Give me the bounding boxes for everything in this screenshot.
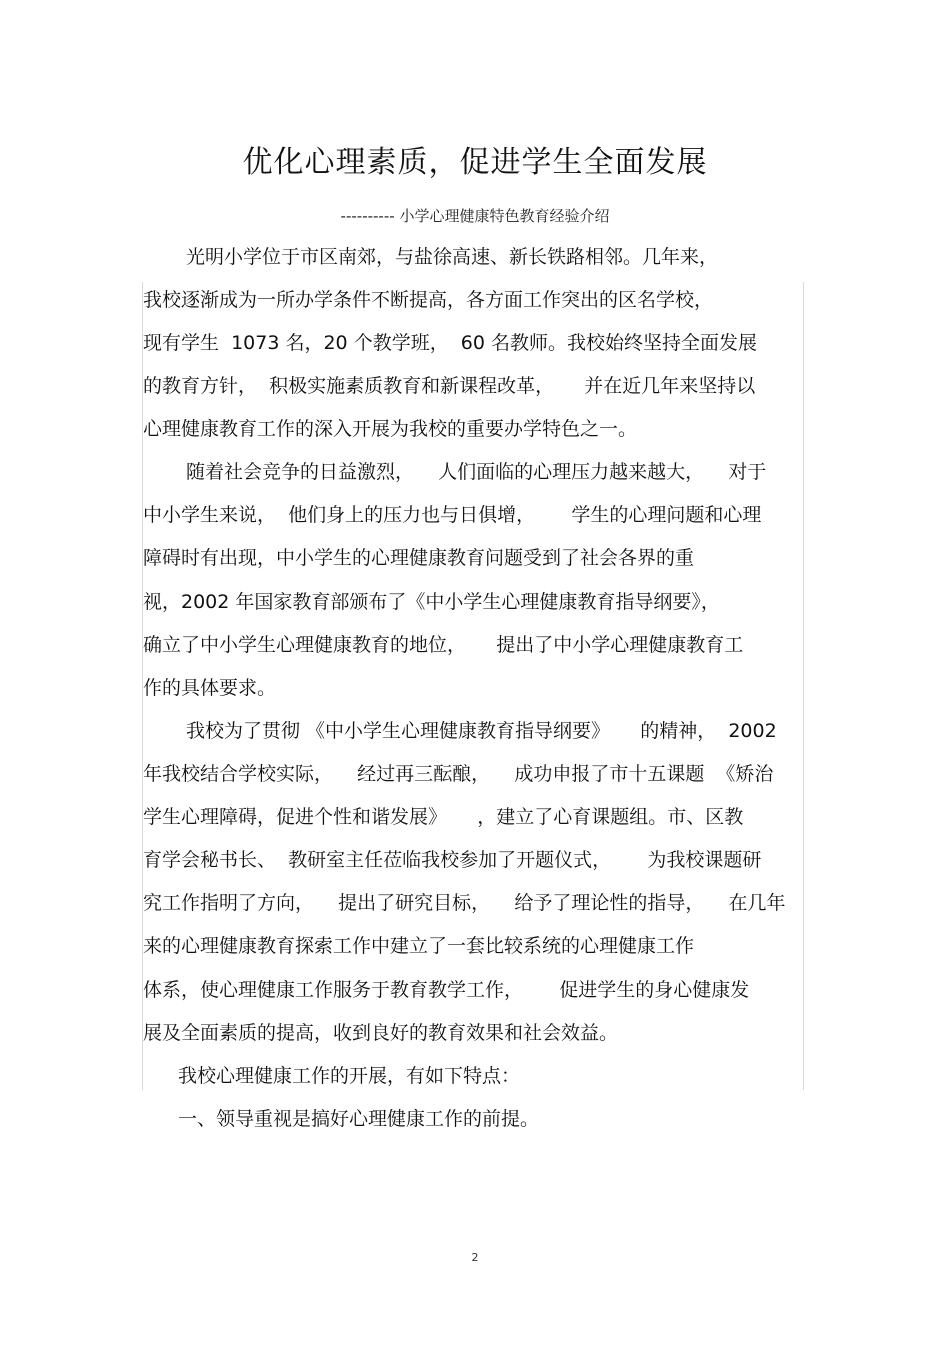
body-line: 的教育方针， 积极实施素质教育和新课程改革， 并在近几年来坚持以 [143, 375, 756, 397]
body-line: 我校逐渐成为一所办学条件不断提高，各方面工作突出的区名学校， [143, 289, 714, 311]
body-line: 展及全面素质的提高，收到良好的教育效果和社会效益。 [143, 1022, 619, 1044]
body-line: 年我校结合学校实际， 经过再三酝酿， 成功申报了市十五课题 《矫治 [143, 763, 774, 785]
body-line: 确立了中小学生心理健康教育的地位， 提出了中小学心理健康教育工 [143, 634, 744, 656]
body-line: 育学会秘书长、 教研室主任莅临我校参加了开题仪式， 为我校课题研 [143, 849, 762, 871]
body-line: 我校心理健康工作的开展，有如下特点： [178, 1065, 521, 1087]
body-line: 体系，使心理健康工作服务于教育教学工作， 促进学生的身心健康发 [143, 979, 750, 1001]
document-subtitle: ---------- 小学心理健康特色教育经验介绍 [340, 207, 610, 225]
body-line: 心理健康教育工作的深入开展为我校的重要办学特色之一。 [143, 418, 638, 440]
section-heading: 一、领导重视是搞好心理健康工作的前提。 [178, 1108, 540, 1130]
body-line: 随着社会竞争的日益激烈， 人们面临的心理压力越来越大， 对于 [186, 461, 767, 483]
body-line: 究工作指明了方向， 提出了研究目标， 给予了理论性的指导， 在几年 [143, 892, 786, 914]
page-number: 2 [471, 1251, 479, 1264]
body-line: 视，2002 年国家教育部颁布了《中小学生心理健康教育指导纲要》， [143, 591, 720, 613]
right-margin-rule [803, 282, 804, 1090]
body-line: 我校为了贯彻 《中小学生心理健康教育指导纲要》 的精神， 2002 [186, 720, 777, 742]
body-line: 中小学生来说， 他们身上的压力也与日俱增， 学生的心理问题和心理 [143, 504, 762, 526]
body-line: 障碍时有出现，中小学生的心理健康教育问题受到了社会各界的重 [143, 547, 695, 569]
body-line: 现有学生 1073 名，20 个教学班， 60 名教师。我校始终坚持全面发展 [143, 332, 757, 354]
body-line: 作的具体要求。 [143, 677, 277, 699]
body-line: 光明小学位于市区南郊，与盐徐高速、新长铁路相邻。几年来， [186, 246, 719, 268]
document-title: 优化心理素质，促进学生全面发展 [242, 145, 708, 180]
body-line: 学生心理障碍，促进个性和谐发展》 ，建立了心育课题组。市、区教 [143, 806, 744, 828]
body-line: 来的心理健康教育探索工作中建立了一套比较系统的心理健康工作 [143, 935, 695, 957]
